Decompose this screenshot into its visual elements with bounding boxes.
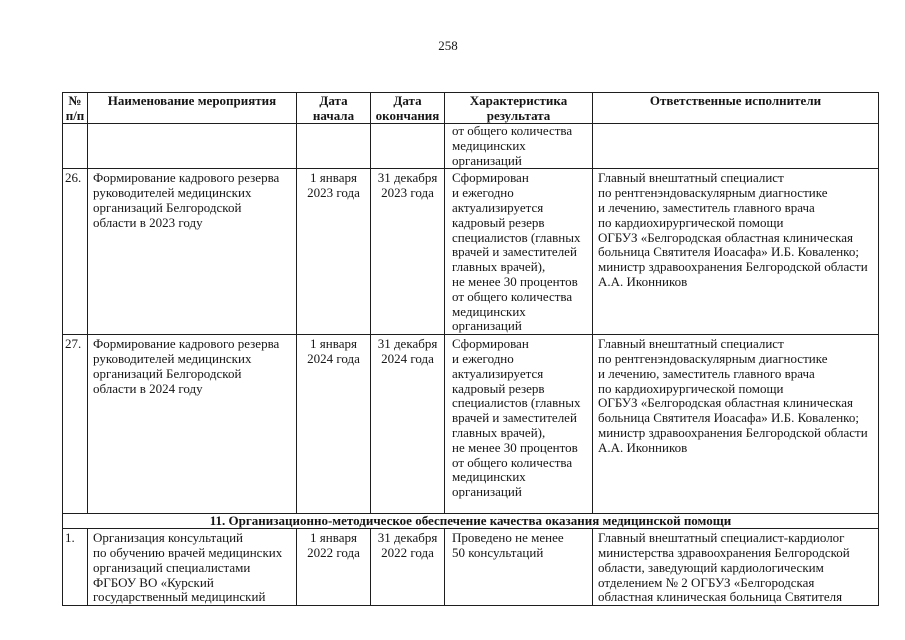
cell-name: Формирование кадрового резерва руководителей медицинских организаций Белгородской области в 2024 году — [88, 335, 297, 514]
table-head — [63, 93, 879, 124]
table-header-row — [63, 93, 879, 124]
cell-result: Сформирован и ежегодно актуализируется кадровый резерв специалистов (главных врачей и заместителей главных врачей), не менее 30 процентов от общего количества медицинских организаций — [445, 169, 593, 335]
cell-num: 1. — [63, 529, 88, 606]
cell-responsible: Главный внештатный специалист по рентгенэндоваскулярным диагностике и лечению, заместитель главного врача по кардиохирургической помощи ОГБУЗ «Белгородская областная клиническая больница Святителя Иоасафа» И.Б. Коваленко; министр здравоохранения Белгородской области А.А. Иконников — [593, 169, 879, 335]
table-row — [63, 335, 879, 514]
cell-num — [63, 124, 88, 169]
cell-end-date: 31 декабря 2024 года — [371, 335, 445, 514]
cell-start-date: 1 января 2022 года — [297, 529, 371, 606]
cell-responsible: Главный внештатный специалист-кардиолог министерства здравоохранения Белгородской области, заведующий кардиологическим отделением № 2 ОГБУЗ «Белгородская областная клиническая больница Святителя — [593, 529, 879, 606]
header-start-date: Дата начала — [297, 93, 371, 124]
cell-start-date: 1 января 2023 года — [297, 169, 371, 335]
cell-result: Проведено не менее 50 консультаций — [445, 529, 593, 606]
cell-responsible — [593, 124, 879, 169]
cell-end-date: 31 декабря 2023 года — [371, 169, 445, 335]
action-plan-table — [62, 92, 879, 606]
page-number: 258 — [438, 38, 458, 53]
cell-name — [88, 124, 297, 169]
table-row — [63, 529, 879, 606]
cell-name: Формирование кадрового резерва руководителей медицинских организаций Белгородской области в 2023 году — [88, 169, 297, 335]
header-responsible: Ответственные исполнители — [593, 93, 879, 124]
header-result: Характеристика результата — [445, 93, 593, 124]
table-row — [63, 169, 879, 335]
header-num: № п/п — [63, 93, 88, 124]
table-body — [63, 124, 879, 606]
cell-end-date: 31 декабря 2022 года — [371, 529, 445, 606]
cell-num: 27. — [63, 335, 88, 514]
section-title: 11. Организационно-методическое обеспечение качества оказания медицинской помощи — [63, 514, 879, 529]
cell-num: 26. — [63, 169, 88, 335]
cell-end-date — [371, 124, 445, 169]
table-row-continuation — [63, 124, 879, 169]
cell-result: от общего количества медицинских организаций — [445, 124, 593, 169]
cell-start-date: 1 января 2024 года — [297, 335, 371, 514]
header-name: Наименование мероприятия — [88, 93, 297, 124]
cell-name: Организация консультаций по обучению врачей медицинских организаций специалистами ФГБОУ ВО «Курский государственный медицинский — [88, 529, 297, 606]
cell-responsible: Главный внештатный специалист по рентгенэндоваскулярным диагностике и лечению, заместитель главного врача по кардиохирургической помощи ОГБУЗ «Белгородская областная клиническая больница Святителя Иоасафа» И.Б. Коваленко; министр здравоохранения Белгородской области А.А. Иконников — [593, 335, 879, 514]
cell-result: Сформирован и ежегодно актуализируется кадровый резерв специалистов (главных врачей и заместителей главных врачей), не менее 30 процентов от общего количества медицинских организаций — [445, 335, 593, 514]
header-end-date: Дата окончания — [371, 93, 445, 124]
section-heading-row — [63, 514, 879, 529]
cell-start-date — [297, 124, 371, 169]
